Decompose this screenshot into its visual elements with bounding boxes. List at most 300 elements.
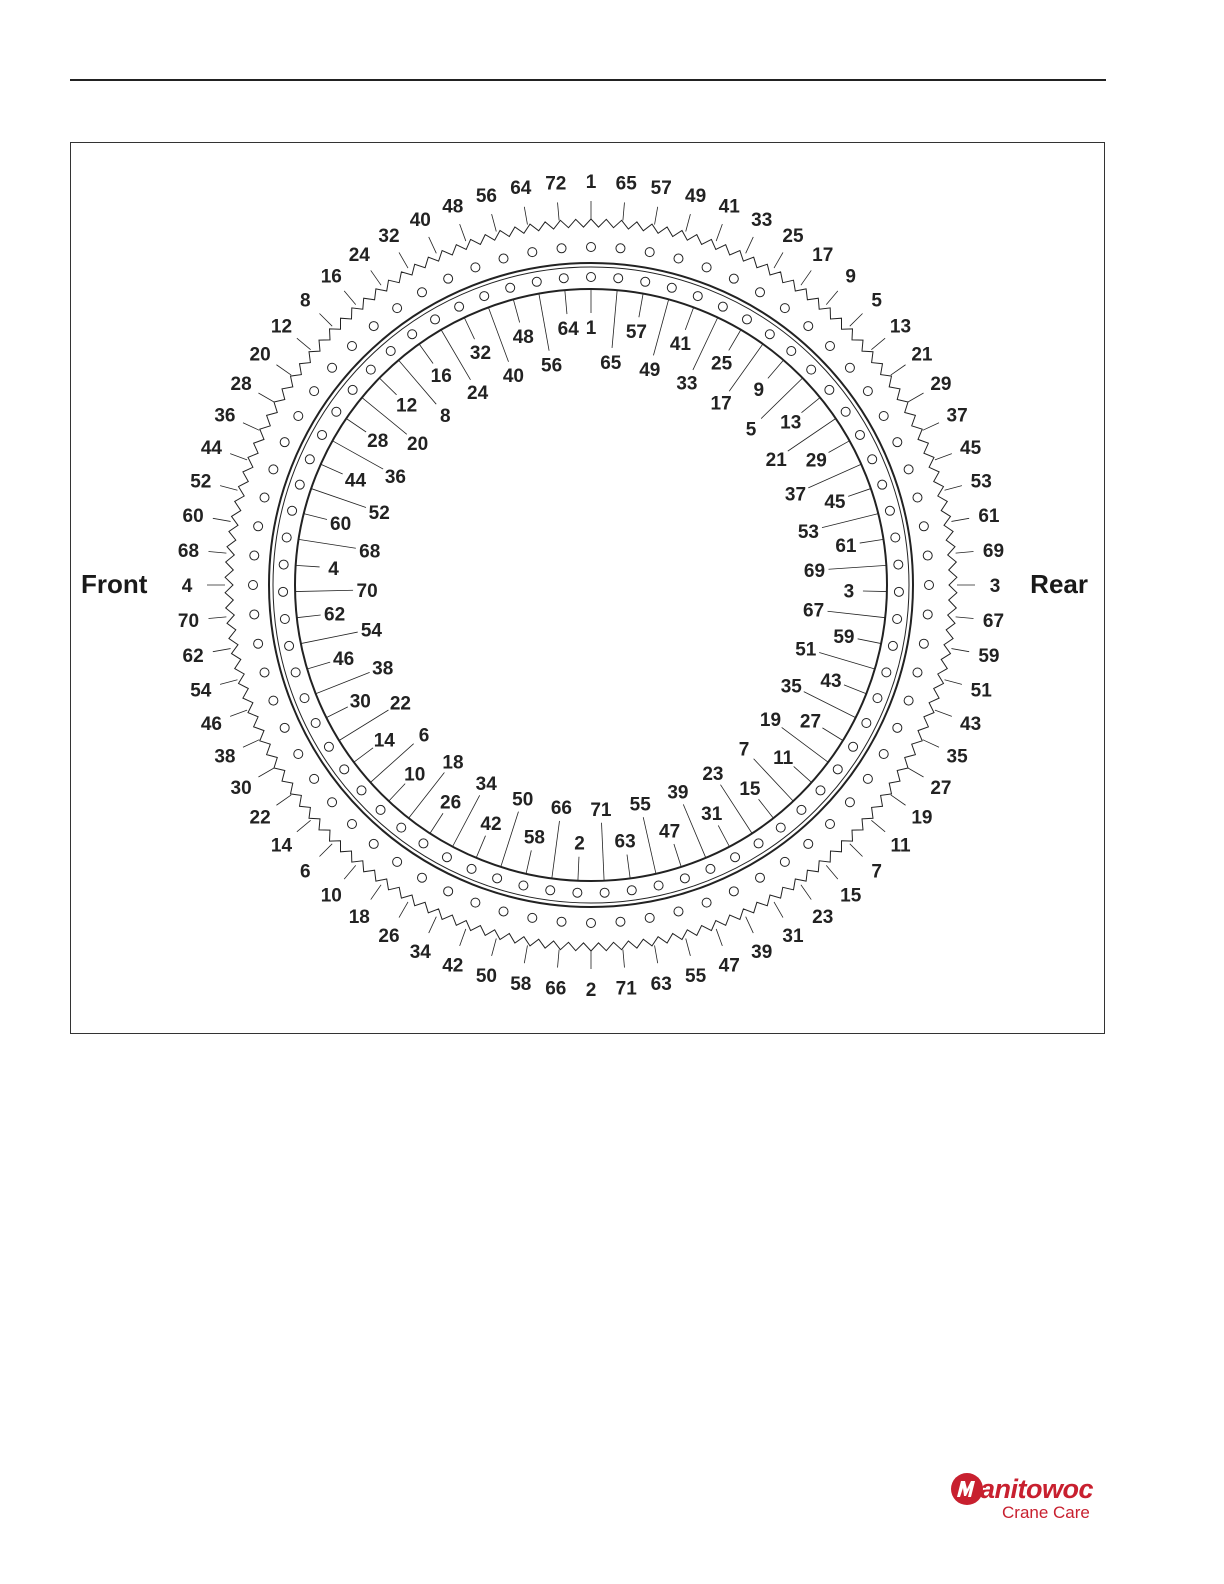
outer-bolt-hole — [528, 248, 537, 257]
inner-leader-line — [354, 748, 373, 762]
inner-bolt-hole — [442, 853, 451, 862]
outer-bolt-label: 28 — [230, 374, 252, 395]
inner-bolt-label: 41 — [669, 334, 691, 355]
outer-bolt-hole — [780, 857, 789, 866]
inner-bolt-hole — [386, 347, 395, 356]
inner-bolt-hole — [776, 823, 785, 832]
outer-bolt-label: 18 — [348, 906, 370, 928]
outer-leader-line — [319, 844, 332, 857]
inner-bolt-label: 67 — [803, 600, 825, 622]
inner-leader-line — [419, 344, 433, 364]
outer-bolt-label: 68 — [177, 540, 200, 562]
inner-bolt-label: 28 — [367, 430, 389, 452]
inner-bolt-hole — [279, 587, 288, 596]
outer-leader-line — [220, 680, 237, 685]
inner-bolt-hole — [855, 430, 864, 439]
outer-leader-line — [871, 338, 885, 350]
inner-bolt-hole — [282, 533, 291, 542]
inner-bolt-label: 44 — [344, 470, 367, 492]
inner-bolt-label: 61 — [835, 536, 857, 558]
outer-bolt-hole — [528, 913, 537, 922]
outer-bolt-label: 9 — [845, 266, 856, 288]
outer-leader-line — [623, 950, 625, 968]
inner-bolt-label: 20 — [407, 434, 429, 456]
outer-leader-line — [716, 929, 722, 946]
outer-leader-line — [344, 291, 356, 305]
inner-leader-line — [860, 539, 884, 543]
inner-leader-line — [565, 290, 567, 314]
inner-bolt-hole — [787, 347, 796, 356]
leader-lines — [207, 201, 975, 969]
inner-bolt-hole — [893, 615, 902, 624]
outer-leader-line — [243, 423, 259, 431]
inner-leader-line — [768, 360, 784, 378]
outer-bolt-hole — [616, 917, 625, 926]
inner-bolt-hole — [600, 888, 609, 897]
inner-leader-line — [389, 784, 405, 802]
inner-bolt-label: 49 — [639, 359, 661, 381]
inner-leader-line — [346, 419, 366, 432]
outer-bolt-hole — [393, 857, 402, 866]
inner-bolt-hole — [754, 839, 763, 848]
outer-bolt-hole — [444, 274, 453, 283]
inner-bolt-hole — [366, 365, 375, 374]
inner-bolt-label: 50 — [512, 789, 534, 811]
outer-bolt-hole — [925, 581, 934, 590]
outer-leader-line — [945, 486, 962, 491]
outer-bolt-label: 11 — [890, 835, 911, 857]
outer-leader-line — [801, 885, 811, 900]
outer-bolt-label: 57 — [650, 178, 672, 200]
outer-bolt-hole — [499, 254, 508, 263]
outer-bolt-label: 58 — [510, 973, 532, 995]
inner-bolt-hole — [627, 886, 636, 895]
outer-bolt-label: 36 — [214, 405, 236, 427]
inner-leader-line — [316, 672, 370, 693]
outer-bolt-hole — [756, 873, 765, 882]
outer-bolt-hole — [845, 363, 854, 372]
outer-bolt-hole — [418, 873, 427, 882]
outer-bolt-hole — [471, 263, 480, 272]
inner-leader-line — [801, 398, 820, 413]
inner-bolt-hole — [587, 273, 596, 282]
outer-bolt-hole — [260, 493, 269, 502]
outer-leader-line — [230, 710, 247, 716]
outer-bolt-hole — [879, 750, 888, 759]
outer-leader-line — [686, 214, 691, 231]
outer-bolt-hole — [499, 907, 508, 916]
inner-bolt-hole — [480, 292, 489, 301]
manitowoc-m-icon — [950, 1472, 984, 1506]
inner-bolt-label: 38 — [372, 658, 394, 680]
outer-bolt-label: 69 — [982, 540, 1005, 562]
outer-bolt-label: 15 — [840, 885, 862, 907]
outer-bolt-hole — [444, 887, 453, 896]
inner-bolt-label: 23 — [702, 764, 724, 785]
outer-bolt-label: 40 — [409, 209, 431, 231]
inner-leader-line — [794, 766, 812, 782]
outer-leader-line — [492, 939, 497, 956]
logo-subtitle: Crane Care — [1002, 1503, 1090, 1522]
inner-leader-line — [488, 307, 508, 361]
outer-bolt-hole — [863, 387, 872, 396]
inner-bolt-hole — [825, 385, 834, 394]
inner-bolt-label: 14 — [373, 730, 395, 752]
outer-bolt-label: 10 — [320, 885, 342, 907]
outer-bolt-hole — [254, 522, 263, 531]
outer-bolt-label: 70 — [177, 611, 200, 633]
inner-bolt-hole — [807, 365, 816, 374]
outer-bolt-hole — [369, 839, 378, 848]
outer-leader-line — [686, 939, 691, 956]
inner-bolt-hole — [680, 874, 689, 883]
inner-leader-line — [307, 662, 330, 669]
outer-bolt-label: 13 — [889, 316, 912, 338]
inner-bolt-label: 31 — [701, 804, 723, 825]
outer-leader-line — [208, 552, 226, 554]
outer-bolt-label: 14 — [270, 835, 293, 857]
inner-bolt-label: 40 — [502, 365, 524, 387]
outer-bolt-label: 7 — [871, 861, 882, 883]
rear-label: Rear — [1030, 569, 1088, 599]
outer-bolt-hole — [347, 820, 356, 829]
outer-bolt-label: 64 — [510, 178, 532, 200]
logo-wordmark: anitowoc — [980, 1474, 1094, 1504]
inner-leader-line — [829, 441, 850, 453]
inner-leader-line — [828, 611, 886, 617]
outer-bolt-label: 43 — [960, 714, 982, 736]
inner-bolt-label: 33 — [676, 373, 698, 395]
inner-bolt-hole — [291, 668, 300, 677]
outer-bolt-label: 72 — [545, 173, 567, 195]
outer-leader-line — [923, 423, 939, 431]
outer-bolt-label: 56 — [475, 185, 497, 207]
inner-leader-line — [639, 294, 643, 318]
outer-leader-line — [935, 710, 952, 716]
inner-bolt-label: 19 — [759, 710, 782, 732]
outer-leader-line — [956, 617, 974, 619]
inner-bolt-hole — [873, 694, 882, 703]
inner-bolt-label: 35 — [780, 676, 802, 698]
outer-bolt-hole — [804, 322, 813, 331]
outer-leader-line — [558, 950, 560, 968]
inner-bolt-label: 3 — [843, 581, 855, 603]
inner-bolt-hole — [797, 805, 806, 814]
inner-bolt-label: 58 — [523, 827, 545, 849]
inner-bolt-label: 60 — [330, 513, 352, 535]
outer-bolt-hole — [923, 551, 932, 560]
inner-leader-line — [326, 707, 347, 718]
inner-bolt-hole — [408, 330, 417, 339]
outer-leader-line — [276, 365, 291, 375]
outer-bolt-label: 41 — [718, 196, 740, 218]
outer-bolt-label: 2 — [585, 980, 597, 1001]
inner-bolt-label: 65 — [600, 352, 622, 374]
outer-bolt-label: 44 — [200, 437, 222, 459]
inner-leader-line — [612, 290, 617, 348]
outer-bolt-label: 45 — [960, 437, 982, 459]
outer-leader-line — [208, 617, 226, 619]
outer-bolt-label: 66 — [545, 978, 567, 1000]
front-label: Front — [81, 569, 148, 599]
outer-bolt-label: 26 — [378, 925, 400, 947]
outer-leader-line — [429, 917, 437, 933]
inner-bolt-hole — [288, 506, 297, 515]
inner-leader-line — [526, 850, 531, 873]
outer-leader-line — [923, 740, 939, 748]
manitowoc-crane-care-logo — [950, 1472, 1110, 1524]
outer-bolt-label: 63 — [650, 973, 672, 995]
inner-bolt-label: 22 — [389, 693, 411, 715]
outer-bolt-hole — [919, 639, 928, 648]
inner-leader-line — [297, 615, 321, 618]
inner-leader-line — [863, 591, 887, 592]
outer-bolt-hole — [393, 304, 402, 313]
outer-bolt-hole — [557, 917, 566, 926]
inner-bolt-label: 70 — [356, 581, 378, 602]
inner-bolt-hole — [833, 765, 842, 774]
outer-leader-line — [945, 680, 962, 685]
outer-bolt-label: 20 — [249, 344, 271, 366]
outer-bolt-hole — [919, 522, 928, 531]
inner-bolt-hole — [419, 839, 428, 848]
inner-bolt-hole — [467, 864, 476, 873]
outer-leader-line — [258, 768, 274, 777]
outer-bolt-label: 19 — [911, 807, 933, 829]
inner-bolt-label: 55 — [629, 794, 651, 816]
outer-bolt-label: 25 — [782, 226, 804, 248]
inner-bolt-hole — [311, 719, 320, 728]
inner-bolt-hole — [654, 881, 663, 890]
outer-bolt-hole — [756, 288, 765, 297]
outer-bolt-hole — [557, 244, 566, 253]
outer-leader-line — [891, 795, 906, 805]
inner-bolt-hole — [894, 587, 903, 596]
outer-leader-line — [344, 865, 356, 879]
inner-bolt-hole — [573, 888, 582, 897]
outer-bolt-label: 48 — [442, 196, 464, 218]
inner-bolt-hole — [882, 668, 891, 677]
outer-leader-line — [230, 454, 247, 460]
outer-bolt-hole — [347, 341, 356, 350]
inner-bolt-label: 10 — [404, 764, 426, 786]
outer-leader-line — [871, 820, 885, 832]
outer-bolt-hole — [826, 820, 835, 829]
outer-leader-line — [492, 214, 497, 231]
outer-bolt-label: 51 — [970, 680, 992, 702]
outer-bolt-hole — [294, 412, 303, 421]
inner-bolt-label: 6 — [418, 725, 430, 747]
outer-leader-line — [371, 270, 381, 285]
inner-leader-line — [844, 685, 866, 694]
inner-bolt-label: 29 — [805, 450, 827, 472]
inner-bolt-label: 26 — [440, 792, 462, 814]
outer-bolt-label: 1 — [585, 172, 597, 193]
outer-leader-line — [558, 202, 560, 220]
outer-bolt-label: 67 — [982, 611, 1005, 633]
outer-bolt-hole — [845, 798, 854, 807]
outer-bolt-label: 5 — [871, 290, 882, 312]
outer-leader-line — [297, 338, 311, 350]
inner-leader-line — [301, 632, 358, 643]
inner-bolt-label: 1 — [585, 318, 597, 339]
inner-leader-line — [602, 823, 605, 881]
outer-leader-line — [460, 224, 466, 241]
inner-bolt-hole — [894, 560, 903, 569]
outer-bolt-label: 38 — [214, 746, 236, 768]
outer-bolt-label: 16 — [320, 266, 342, 288]
inner-bolt-label: 63 — [614, 831, 636, 853]
inner-bolt-hole — [340, 765, 349, 774]
inner-bolt-label: 4 — [328, 558, 339, 580]
inner-bolt-label: 69 — [803, 561, 826, 583]
header-rule — [70, 79, 1106, 81]
outer-bolt-label: 39 — [751, 942, 773, 964]
outer-bolt-hole — [250, 610, 259, 619]
outer-bolt-hole — [645, 248, 654, 257]
inner-bolt-hole — [285, 641, 294, 650]
outer-bolt-hole — [893, 723, 902, 732]
inner-bolt-hole — [559, 274, 568, 283]
outer-bolt-label: 8 — [300, 290, 311, 312]
inner-leader-line — [539, 294, 549, 351]
outer-leader-line — [213, 649, 231, 652]
outer-bolt-label: 42 — [442, 955, 464, 977]
outer-bolt-label: 34 — [409, 942, 431, 964]
inner-bolt-label: 59 — [833, 627, 855, 648]
outer-bolt-label: 65 — [615, 173, 637, 195]
outer-bolt-label: 59 — [978, 646, 1000, 668]
inner-leader-line — [299, 539, 356, 548]
outer-bolt-label: 17 — [812, 245, 834, 267]
inner-leader-line — [653, 299, 668, 355]
outer-bolt-hole — [328, 363, 337, 372]
inner-leader-line — [304, 514, 327, 520]
inner-leader-line — [296, 565, 320, 567]
inner-bolt-hole — [295, 480, 304, 489]
inner-bolt-label: 25 — [711, 353, 733, 375]
inner-bolt-hole — [718, 302, 727, 311]
outer-bolt-hole — [913, 668, 922, 677]
outer-leader-line — [220, 486, 237, 491]
inner-bolt-hole — [891, 533, 900, 542]
inner-bolt-hole — [532, 277, 541, 286]
outer-bolt-label: 46 — [200, 714, 222, 736]
inner-bolt-hole — [546, 886, 555, 895]
outer-bolt-hole — [310, 387, 319, 396]
outer-leader-line — [371, 885, 381, 900]
outer-bolt-label: 23 — [812, 906, 834, 928]
inner-leader-line — [858, 639, 882, 644]
inner-bolt-hole — [888, 641, 897, 650]
inner-leader-line — [718, 825, 729, 846]
inner-leader-line — [828, 565, 886, 569]
outer-bolt-hole — [280, 723, 289, 732]
inner-bolt-hole — [849, 742, 858, 751]
outer-leader-line — [951, 649, 969, 652]
inner-bolt-label: 62 — [324, 604, 346, 626]
inner-bolt-label: 9 — [753, 380, 765, 401]
inner-leader-line — [685, 307, 693, 330]
outer-bolt-label: 61 — [978, 505, 1000, 527]
outer-leader-line — [850, 313, 863, 326]
outer-bolt-label: 54 — [190, 680, 212, 702]
outer-bolt-label: 6 — [300, 861, 311, 883]
outer-bolt-hole — [587, 243, 596, 252]
slewing-ring-diagram — [71, 143, 1106, 1035]
inner-leader-line — [476, 836, 485, 858]
outer-bolt-hole — [674, 254, 683, 263]
inner-bolt-hole — [506, 283, 515, 292]
outer-leader-line — [623, 202, 625, 220]
outer-bolt-label: 62 — [182, 646, 204, 668]
inner-bolt-label: 64 — [557, 319, 579, 340]
inner-leader-line — [321, 464, 343, 474]
outer-bolt-hole — [904, 465, 913, 474]
inner-leader-line — [729, 330, 741, 351]
outer-bolt-hole — [269, 696, 278, 705]
inner-leader-line — [464, 318, 474, 340]
outer-bolt-hole — [260, 668, 269, 677]
inner-leader-line — [379, 378, 396, 395]
inner-bolt-label: 36 — [384, 466, 406, 488]
inner-bolt-label: 48 — [512, 327, 534, 348]
outer-bolt-hole — [254, 639, 263, 648]
outer-leader-line — [746, 237, 754, 253]
inner-bolt-label: 47 — [659, 821, 681, 843]
inner-bolt-hole — [493, 874, 502, 883]
inner-bolt-label: 5 — [745, 419, 757, 441]
outer-leader-line — [243, 740, 259, 748]
inner-bolt-label: 43 — [820, 670, 842, 692]
inner-bolt-label: 57 — [625, 322, 647, 343]
outer-bolt-hole — [328, 798, 337, 807]
outer-leader-line — [213, 518, 231, 521]
outer-bolt-hole — [780, 304, 789, 313]
outer-bolt-label: 3 — [989, 576, 1001, 597]
inner-bolt-label: 52 — [368, 503, 390, 524]
outer-leader-line — [826, 291, 838, 305]
inner-bolt-hole — [731, 853, 740, 862]
inner-bolt-hole — [455, 302, 464, 311]
outer-leader-line — [774, 252, 783, 268]
outer-bolt-label: 24 — [348, 245, 370, 267]
inner-bolt-hole — [614, 274, 623, 283]
inner-bolt-hole — [862, 719, 871, 728]
inner-bolt-hole — [667, 283, 676, 292]
inner-leader-line — [501, 812, 519, 867]
outer-leader-line — [319, 313, 332, 326]
inner-leader-line — [578, 857, 579, 881]
outer-leader-line — [891, 365, 906, 375]
outer-leader-line — [716, 224, 722, 241]
inner-bolt-label: 71 — [590, 799, 612, 821]
outer-leader-line — [524, 207, 527, 225]
inner-bolt-hole — [332, 407, 341, 416]
inner-bolt-hole — [841, 407, 850, 416]
outer-leader-line — [774, 902, 783, 918]
outer-bolt-label: 33 — [751, 209, 773, 231]
outer-bolt-label: 31 — [782, 925, 804, 947]
inner-bolt-hole — [431, 315, 440, 324]
inner-bolt-hole — [376, 805, 385, 814]
outer-bolt-hole — [729, 887, 738, 896]
inner-leader-line — [513, 299, 519, 322]
inner-bolt-label: 27 — [799, 711, 822, 733]
inner-bolt-label: 16 — [430, 365, 452, 387]
inner-bolt-label: 39 — [667, 782, 689, 804]
inner-bolt-label: 13 — [780, 412, 802, 434]
